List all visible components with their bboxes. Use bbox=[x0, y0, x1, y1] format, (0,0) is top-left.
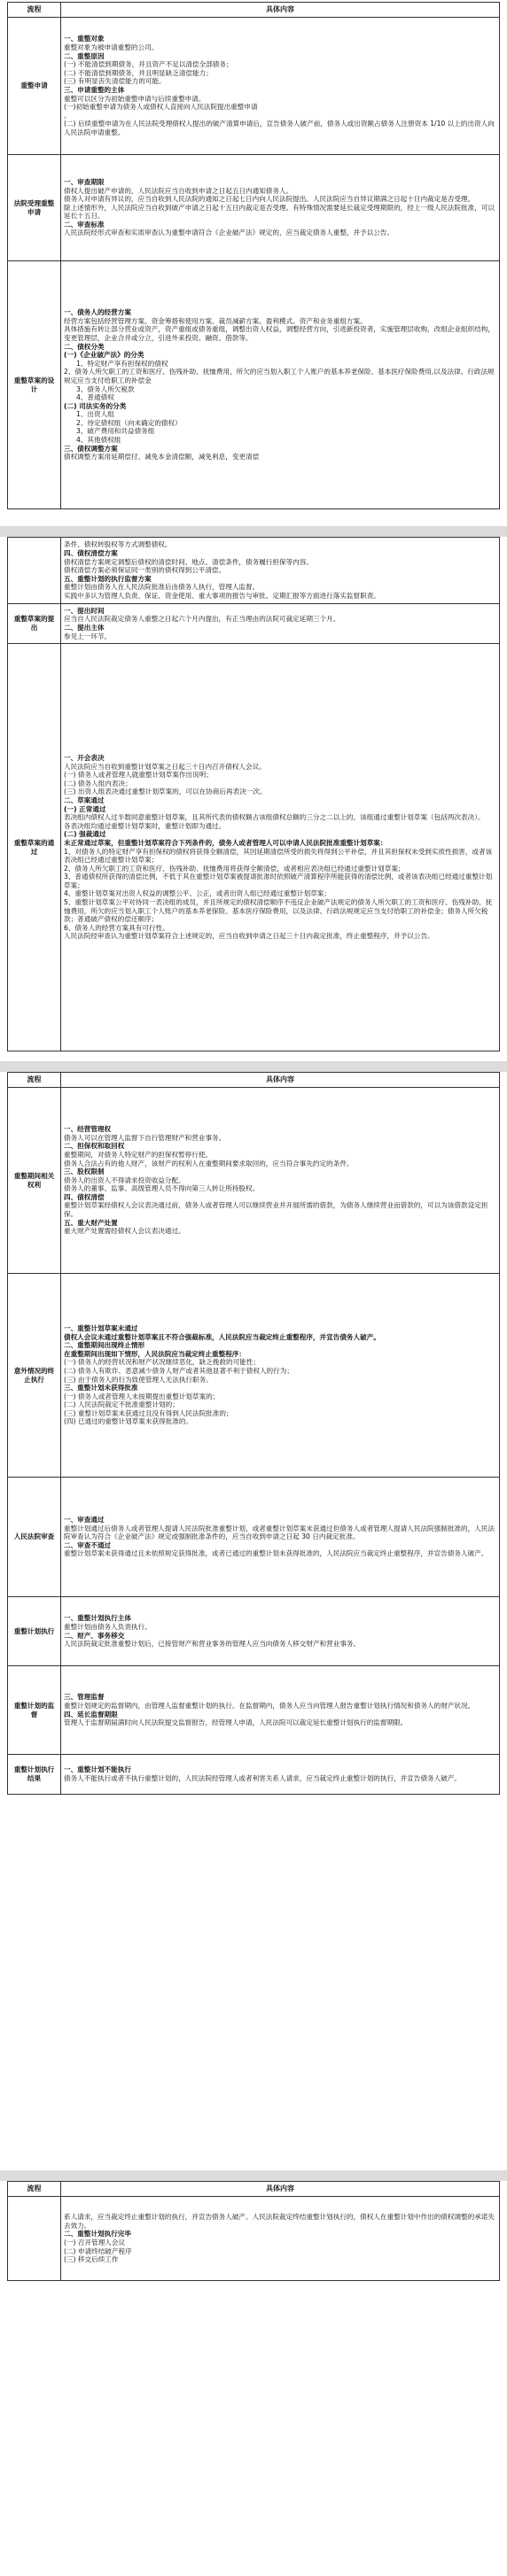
content-cell bbox=[61, 538, 500, 604]
stage-cell bbox=[8, 538, 61, 604]
content-cell bbox=[61, 1597, 500, 1666]
content-line: 具体措施有转让部分营业或资产，资产重组或债务重组，调整出资人权益，调整经营方向，引进新投资者，实施管理层收购，改组企业组织结构，变更管理层，企业合并或分立，引进外来投资、融资、借款等。 bbox=[64, 325, 495, 342]
content-cell bbox=[61, 604, 500, 644]
content-line: (二) 申请终结破产程序 bbox=[64, 2246, 132, 2255]
section-heading: 二、重整期间出现终止情形 bbox=[64, 1341, 145, 1350]
content-line: (一) 债务人或者管理人就重整计划草案作出说明； bbox=[64, 771, 213, 780]
section-heading: 二、审查不通过 bbox=[64, 1540, 112, 1549]
section-heading: 一、债务人的经营方案 bbox=[64, 308, 131, 317]
content-line: 4、普通债权 bbox=[76, 393, 114, 402]
content-line: 债务人不能执行或者不执行重整计划的，人民法院经管理人或者利害关系人请求，应当裁定终止重整计划的执行，并宣告债务人破产。 bbox=[64, 1774, 462, 1782]
content-line: 重整计划规定的监督期内，由管理人监督重整计划的执行。在监督期内，债务人应当向管理人报告重整计划执行情况和债务人的财产状况。 bbox=[64, 1701, 475, 1710]
section-heading: 三、管理监督 bbox=[64, 1693, 105, 1702]
section-heading: (一)《企业破产法》的分类 bbox=[64, 351, 144, 360]
section-heading: (一) 正常通过 bbox=[64, 804, 106, 813]
stage-cell: 重整申请 bbox=[8, 18, 61, 155]
content-line: (一) 债务人或者管理人未按期提出重整计划草案的； bbox=[64, 1392, 220, 1401]
table-header-row bbox=[8, 3, 500, 18]
stage-cell: 重整计划的监督 bbox=[8, 1666, 61, 1755]
header-stage: 流程 bbox=[8, 2182, 61, 2197]
section-heading: 一、重整计划执行主体 bbox=[64, 1614, 131, 1623]
content-line: 重整计划草案经债权人会议表决通过前，债务人或者管理人可以继续营业并开展所需的借款，为债务人继续营业而借款的，可以为该借款设定担保。 bbox=[64, 1201, 488, 1219]
section-heading: 二、重整计划执行完毕 bbox=[64, 2230, 131, 2238]
content-line: (二) 不能清偿到期债务，并且明显缺乏清偿能力； bbox=[64, 68, 213, 77]
section-heading: 四、债权清偿 bbox=[64, 1192, 105, 1201]
section-heading: 二、重整原因 bbox=[64, 51, 105, 60]
content-line: 3、破产费用和共益债务组 bbox=[76, 427, 155, 436]
content-line: (二) 人民法院裁定不批准重整计划的； bbox=[64, 1401, 179, 1409]
page-sheet-4 bbox=[0, 2181, 507, 2576]
section-heading: (二) 司法实务的分类 bbox=[64, 401, 127, 410]
content-line: 1、出资人组 bbox=[76, 410, 114, 419]
content-line: (二) 后续重整申请为在人民法院受理债权人提出的破产清算申请后，宣告债务人破产前，债务人或出资额占债务人注册资本 1/10 以上的出资人向人民法院申请重整。 bbox=[64, 120, 495, 136]
content-line: 重大财产处置需经债权人会议表决通过。 bbox=[64, 1227, 185, 1236]
stage-cell: 意外情况的终止执行 bbox=[8, 1274, 61, 1478]
section-heading: 二、财产、事务移交 bbox=[64, 1631, 125, 1640]
content-cell bbox=[61, 1666, 500, 1755]
flow-table-2 bbox=[7, 537, 500, 1051]
table-header-row bbox=[8, 1073, 500, 1088]
section-heading: 三、重整计划未获得批准 bbox=[64, 1384, 138, 1393]
table-row bbox=[8, 261, 500, 509]
content-line: 重整计划通过后债务人或者管理人提请人民法院批准重整计划，或者重整计划草案未获通过但债务人或者管理人提请人民法院强制批准的，人民法院审查认为符合《企业破产法》规定或强制批准条件的，应当自收到申请之日起 30 日内裁定批准。 bbox=[64, 1524, 495, 1541]
content-line: 系人请求，应当裁定终止重整计划的执行，并宣告债务人破产。人民法院裁定终结重整计划执行的，债权人在重整计划中作出的债权调整的承诺失去效力。 bbox=[64, 2213, 495, 2230]
content-line: 债务人的出资人不得请求投资收益分配。 bbox=[64, 1175, 185, 1184]
content-line: (一) 不能清偿到期债务，并且资产不足以清偿全部债务； bbox=[64, 60, 233, 69]
section-heading: 一、审查期限 bbox=[64, 177, 105, 186]
content-line: 重整期间，对债务人特定财产的担保权暂停行使。 bbox=[64, 1150, 213, 1159]
section-heading: 二、草案通过 bbox=[64, 795, 105, 804]
flow-table-3 bbox=[7, 1072, 500, 1795]
content-line: 表决组内债权人过半数同意重整计划草案，且其所代表的债权额占该组债权总额的三分之二以上的，该组通过重整计划草案（包括两次表决）。 bbox=[64, 813, 485, 822]
table-row bbox=[8, 155, 500, 261]
content-line: 各表决组均通过重整计划草案时，重整计划即为通过。 bbox=[64, 821, 226, 830]
section-heading: 三、股权限制 bbox=[64, 1168, 105, 1176]
section-heading: (二) 强裁通过 bbox=[64, 830, 106, 839]
content-line: (二) 债务人组内表决； bbox=[64, 779, 132, 788]
stage-cell: 人民法院审查 bbox=[8, 1478, 61, 1597]
content-line: 重整可以区分为初始重整申请与后续重整申请。 bbox=[64, 94, 206, 103]
section-heading: 在重整期间出现如下情形，人民法院应当裁定终止重整程序： bbox=[64, 1349, 246, 1358]
section-heading: 一、提出时间 bbox=[64, 606, 105, 615]
content-line: 1、特定财产享有担保权的债权 bbox=[76, 359, 168, 368]
section-heading: 二、担保权和取回权 bbox=[64, 1142, 125, 1151]
stage-cell: 重整草案的通过 bbox=[8, 644, 61, 1051]
stage-cell: 重整草案的提出 bbox=[8, 604, 61, 644]
header-stage: 流程 bbox=[8, 1073, 61, 1088]
page-gap bbox=[0, 526, 507, 537]
content-line: (三) 有明显丧失清偿能力的可能。 bbox=[64, 77, 166, 86]
content-line: 债务人对申请有异议的，应当自收到人民法院的通知之日起七日内向人民法院提出。人民法院应当自异议期满之日起十日内裁定是否受理。 bbox=[64, 195, 475, 204]
flow-table-4 bbox=[7, 2181, 500, 2281]
section-heading: 未正常通过草案，但重整计划草案符合下列条件的，债务人或者管理人可以申请人民法院批准重整计划草案： bbox=[64, 838, 387, 847]
stage-cell: 重整草案的设计 bbox=[8, 261, 61, 509]
section-heading: 一、经营管理权 bbox=[64, 1125, 112, 1134]
stage-cell: 重整计划执行 bbox=[8, 1597, 61, 1666]
content-line: 重整计划由债务人在人民法院批准后由债务人执行，管理人监督。 bbox=[64, 583, 260, 592]
stage-cell bbox=[8, 2197, 61, 2281]
content-line: 参见上一环节。 bbox=[64, 632, 112, 640]
table-row bbox=[8, 18, 500, 155]
content-line: 债务人可以在管理人监督下自行管理财产和营业事务。 bbox=[64, 1133, 226, 1142]
content-line: 2、待定债权组（向未确定的债权） bbox=[76, 418, 182, 427]
content-line: (三) 出资人组表决通过重整计划草案的，可以在协商后再表决一次。 bbox=[64, 788, 267, 796]
content-cell bbox=[61, 1088, 500, 1274]
content-line: (三) 重整计划草案未获通过且没有得到人民法院批准的； bbox=[64, 1408, 233, 1417]
content-line: 应当自人民法院裁定债务人重整之日起六个月内提出，有正当理由的法院可裁定延期三个月。 bbox=[64, 615, 340, 624]
content-line: (三) 由于债务人的行为致使管理人无法执行职务。 bbox=[64, 1375, 213, 1384]
content-cell bbox=[61, 261, 500, 509]
content-line: 1、对债务人的特定财产享有担保权的债权将获得全额清偿，其因延期清偿所受的损失将得到公平补偿，并且其担保权未受到实质性损害，或者该表决组已经通过重整计划草案； bbox=[64, 847, 493, 865]
section-heading: 五、重大财产处置 bbox=[64, 1218, 118, 1227]
content-line: 2、债务人所欠职工的工资和医疗、伤残补助、抚恤费用，所欠的应当划入职工个人账户的基本养老保险、基本医疗保险费用,以及法律、行政法规规定应当支付给职工的补偿金 bbox=[64, 368, 495, 384]
section-heading: 二、审查标准 bbox=[64, 220, 105, 229]
content-cell bbox=[61, 1478, 500, 1597]
content-line: 人民法院应当自收到重整计划草案之日起三十日内召开债权人会议。 bbox=[64, 762, 266, 771]
content-line: (一) 债务人的经营状况和财产状况继续恶化，缺乏挽救的可能性； bbox=[64, 1358, 260, 1367]
content-line: 管理人于监督期届满时向人民法院提交监督报告，经管理人申请，人民法院可以裁定延长重整计划执行的监督期限。 bbox=[64, 1719, 408, 1727]
table-row bbox=[8, 538, 500, 604]
content-line: 除上述情形外，人民法院应当自收到破产申请之日起十五日内裁定是否受理。有特殊情况需要延长裁定受理期限的，经上一级人民法院批准，可以延长十五日。 bbox=[64, 203, 495, 221]
content-line: (二) 债务人有欺诈、恶意减少债务人财产或者其他显著不利于债权人的行为； bbox=[64, 1366, 293, 1375]
section-heading: 一、重整对象 bbox=[64, 35, 105, 43]
section-heading: 二、提出主体 bbox=[64, 624, 105, 632]
header-content: 具体内容 bbox=[61, 2182, 500, 2197]
content-line: 条件、债权转股权等方式调整债权。 bbox=[64, 540, 172, 549]
content-line: 人民法院裁定批准重整计划后，已接管财产和营业事务的管理人应当向债务人移交财产和营业事务。 bbox=[64, 1640, 361, 1649]
table-header-row bbox=[8, 2182, 500, 2197]
header-content: 具体内容 bbox=[61, 3, 500, 18]
content-line: 5、重整计划草案公平对待同一表决组的成员，并且所规定的债权清偿顺序不违反企业破产法规定的债务人所欠职工的工资和医疗、伤残补助、抚恤费用，所欠的应当划入职工个人账户的基本养老保险、基本医疗保险费用，以及法律、行政法规规定应当支付给职工的补偿金；债务人所欠税款；普通破产债权的偿还顺序； bbox=[64, 898, 493, 924]
section-heading: 一、重整计划草案未通过 bbox=[64, 1323, 138, 1332]
content-line: 债权清偿方案规定调整后债权的清偿时间、地点、清偿条件，债务履行担保等内容。 bbox=[64, 557, 313, 566]
page-gap bbox=[0, 1061, 507, 1072]
section-heading: 三、申请重整的主体 bbox=[64, 86, 125, 94]
page-sheet-3 bbox=[0, 1072, 507, 2170]
section-heading: 四、延长监督期限 bbox=[64, 1710, 118, 1719]
content-line: 4、重整计划草案对出资人权益的调整公平、公正，或者出资人组已经通过重整计划草案； bbox=[64, 889, 331, 898]
table-row bbox=[8, 604, 500, 644]
content-cell bbox=[61, 2197, 500, 2281]
content-line: (一) 召开管理人会议 bbox=[64, 2238, 126, 2246]
content-line: (四) 已通过的重整计划草案未获得批准的。 bbox=[64, 1417, 193, 1426]
section-heading: 一、开会表决 bbox=[64, 753, 105, 762]
section-heading: 一、审查通过 bbox=[64, 1516, 105, 1525]
content-line: 3、债务人所欠税款 bbox=[76, 384, 135, 393]
content-line: 债务人的董事、监事、高级管理人员不得向第三人转让所持股权。 bbox=[64, 1184, 260, 1193]
content-line: 重整计划草案未获得通过且未依照规定获得批准，或者已通过的重整计划未获得批准的，人民法院应当裁定终止重整程序，并宣告债务人破产。 bbox=[64, 1549, 488, 1558]
content-line: 。 bbox=[64, 111, 71, 120]
content-line: 债权清偿方案必须保证同一类别的债权得到公平清偿。 bbox=[64, 566, 226, 575]
table-row bbox=[8, 1597, 500, 1666]
content-line: 6、债务人的经营方案具有可行性。 bbox=[64, 923, 169, 932]
table-row bbox=[8, 1088, 500, 1274]
content-cell bbox=[61, 644, 500, 1051]
content-line: 人民法院经审查认为重整计划草案符合上述规定的，应当自收到申请之日起三十日内裁定批准，终止重整程序，并予以公告。 bbox=[64, 932, 434, 941]
content-line: 债权人提出破产申请的，人民法院应当自收到申请之日起五日内通知债务人。 bbox=[64, 186, 293, 195]
stage-cell: 法院受理重整申请 bbox=[8, 155, 61, 261]
table-row bbox=[8, 1478, 500, 1597]
flow-table-1 bbox=[7, 2, 500, 509]
content-line: 3、普通债权所获得的清偿比例，不低于其在重整计划草案被提请批准时依照破产清算程序所能获得的清偿比例，或者该表决组已经通过重整计划草案； bbox=[64, 873, 493, 889]
stage-cell: 重整期间相关权利 bbox=[8, 1088, 61, 1274]
content-cell bbox=[61, 155, 500, 261]
content-line: 4、其他债权组 bbox=[76, 436, 121, 445]
table-row bbox=[8, 1755, 500, 1795]
table-row bbox=[8, 1666, 500, 1755]
content-cell bbox=[61, 1274, 500, 1478]
stage-cell: 重整计划执行结果 bbox=[8, 1755, 61, 1795]
content-line: 债务人合法占有的他人财产，该财产的权利人在重整期间要求取回的，应当符合事先约定的条件。 bbox=[64, 1159, 354, 1168]
content-line: 实践中多认为管理人负责、保证、资金使用、重大事项的报告与审批、定期汇报等方面进行落实监督职责。 bbox=[64, 591, 380, 600]
content-cell bbox=[61, 18, 500, 155]
content-cell bbox=[61, 1755, 500, 1795]
content-line: (三) 移交后续工作 bbox=[64, 2255, 119, 2264]
content-line: 债权调整方案用延期偿付、减免本金清偿额，减免利息，变更清偿 bbox=[64, 453, 260, 462]
content-line: (一)初始重整申请为债务人或债权人直接向人民法院提出重整申请 bbox=[64, 103, 258, 112]
section-heading: 二、债权分类 bbox=[64, 342, 105, 351]
page-sheet-1 bbox=[0, 2, 507, 526]
content-line: 经营方案包括经营管理方案、资金筹措和使用方案、裁员减薪方案、盈利模式、资产和业务重组方案。 bbox=[64, 316, 367, 325]
header-content: 具体内容 bbox=[61, 1073, 500, 1088]
header-stage: 流程 bbox=[8, 3, 61, 18]
page-gap bbox=[0, 2170, 507, 2181]
content-line: 重整计划由债务人负责执行。 bbox=[64, 1622, 152, 1631]
section-heading: 四、债权清偿方案 bbox=[64, 549, 118, 558]
section-heading: 三、债权调整方案 bbox=[64, 444, 118, 453]
section-heading: 一、重整计划不能执行 bbox=[64, 1765, 131, 1774]
section-heading: 债权人会议未通过重整计划草案且不符合强裁标准，人民法院应当裁定终止重整程序，并宣告债务人破产。 bbox=[64, 1332, 380, 1341]
content-line: 2、债务人所欠职工的工资和医疗、伤残补助、抚恤费用将获得全额清偿，或者相应表决组已经通过重整计划草案； bbox=[64, 864, 405, 873]
content-line: 人民法院经形式审查和实质审查认为重整申请符合《企业破产法》规定的，应当裁定债务人重整，并予以公告。 bbox=[64, 229, 394, 237]
section-heading: 五、重整计划的执行监督方案 bbox=[64, 574, 152, 583]
table-row bbox=[8, 644, 500, 1051]
page-sheet-2 bbox=[0, 537, 507, 1061]
table-row bbox=[8, 2197, 500, 2281]
content-line: 重整对象为被申请重整的公司。 bbox=[64, 43, 159, 52]
table-row bbox=[8, 1274, 500, 1478]
